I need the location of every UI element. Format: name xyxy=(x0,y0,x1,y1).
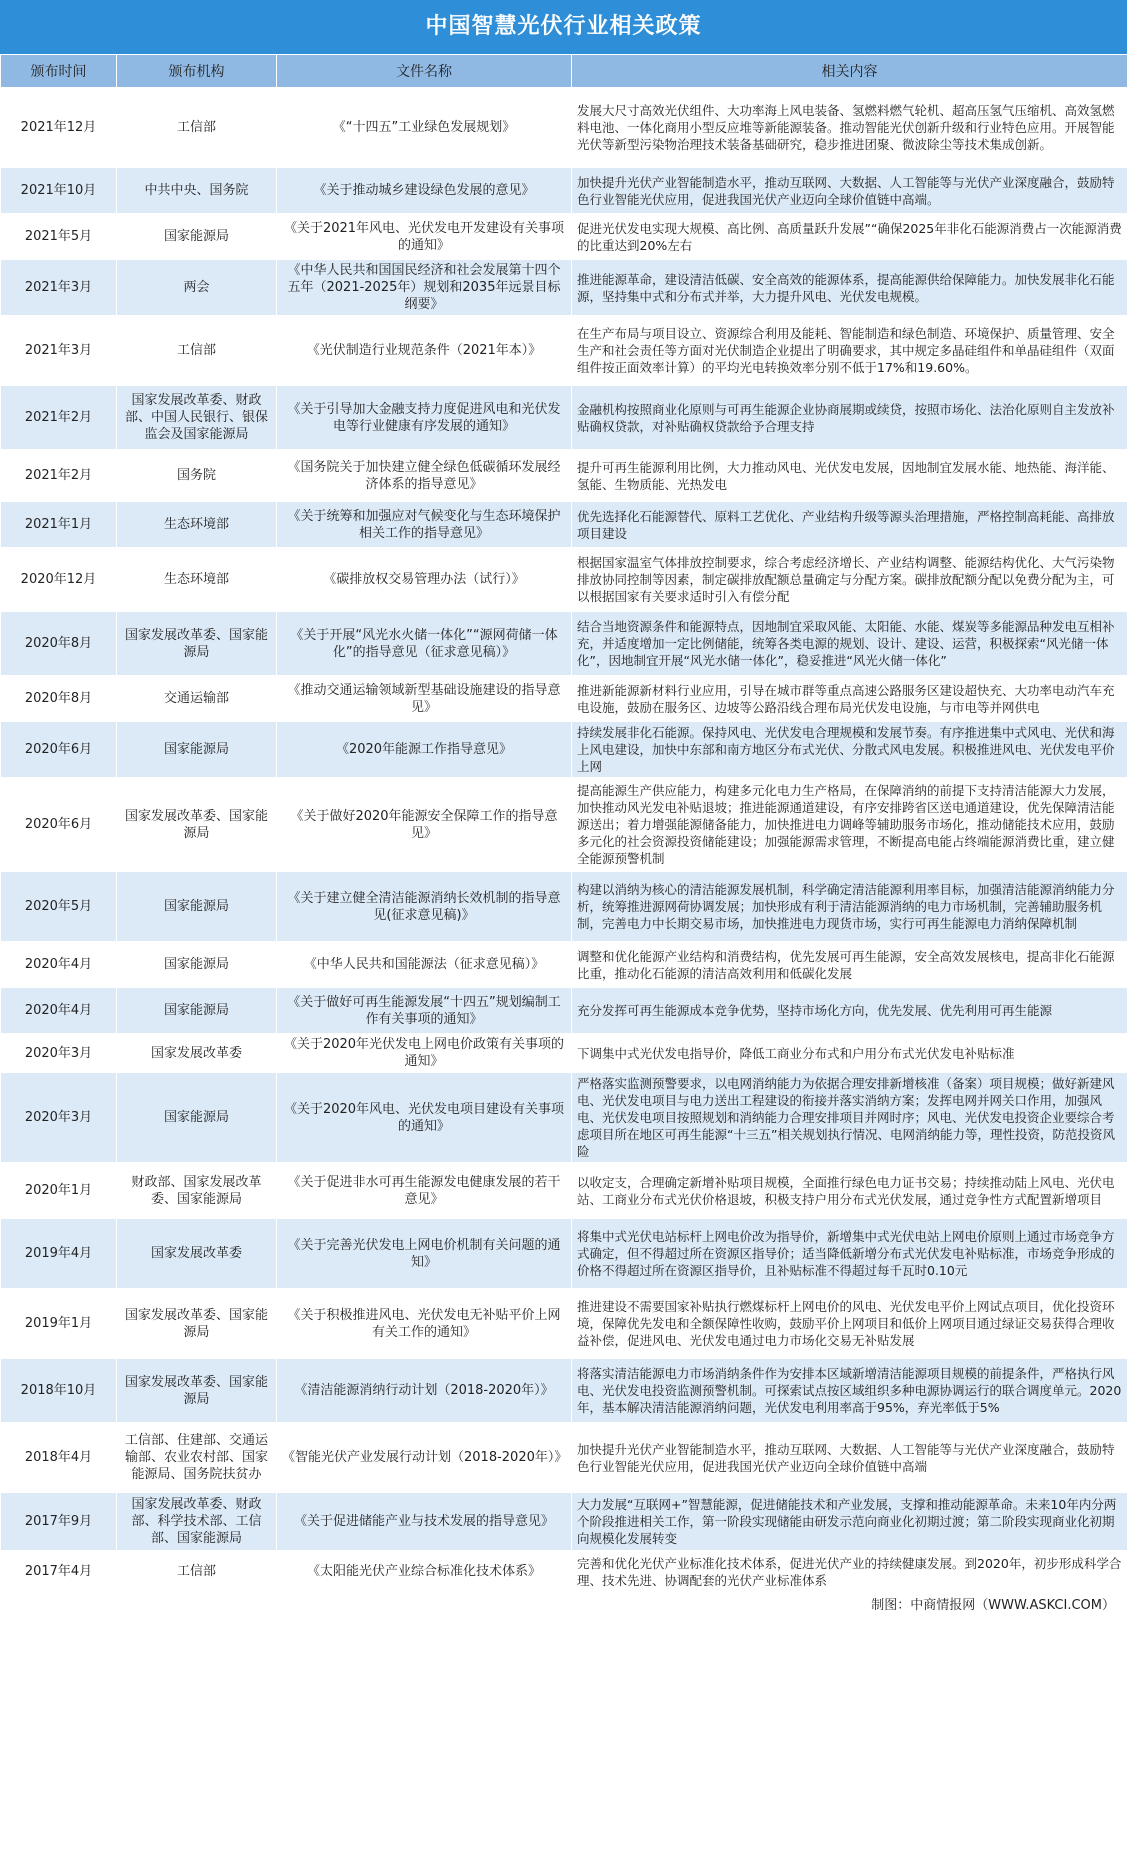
table-row xyxy=(1,1163,1127,1219)
cell-org: 国务院 xyxy=(117,450,277,502)
cell-date: 2017年9月 xyxy=(1,1493,117,1551)
cell-doc: 《关于2021年风电、光伏发电开发建设有关事项的通知》 xyxy=(277,214,572,260)
cell-content: 推进新能源新材料行业应用，引导在城市群等重点高速公路服务区建设超快充、大功率电动汽车充电设施，鼓励在服务区、边坡等公路沿线合理布局光伏发电设施，与市电等并网供电 xyxy=(572,676,1127,722)
table-body xyxy=(1,88,1127,1593)
cell-org: 国家能源局 xyxy=(117,872,277,942)
cell-date: 2020年5月 xyxy=(1,872,117,942)
table-header-row xyxy=(1,55,1127,88)
cell-org: 国家能源局 xyxy=(117,722,277,778)
table-row xyxy=(1,1034,1127,1073)
cell-doc: 《关于引导加大金融支持力度促进风电和光伏发电等行业健康有序发展的通知》 xyxy=(277,386,572,450)
cell-content: 将集中式光伏电站标杆上网电价改为指导价，新增集中式光伏电站上网电价原则上通过市场竞争方式确定，但不得超过所在资源区指导价；适当降低新增分布式光伏发电补贴标准，市场竞争形成的价格不得超过所在资源区指导价，且补贴标准不得超过每千瓦时0.10元 xyxy=(572,1219,1127,1289)
cell-org: 财政部、国家发展改革委、国家能源局 xyxy=(117,1163,277,1219)
cell-doc: 《关于开展“风光水火储一体化”“源网荷储一体化”的指导意见（征求意见稿）》 xyxy=(277,612,572,676)
cell-date: 2017年4月 xyxy=(1,1551,117,1593)
cell-date: 2020年12月 xyxy=(1,548,117,612)
cell-doc: 《关于推动城乡建设绿色发展的意见》 xyxy=(277,168,572,214)
cell-org: 国家能源局 xyxy=(117,942,277,988)
cell-doc: 《太阳能光伏产业综合标准化技术体系》 xyxy=(277,1551,572,1593)
cell-content: 金融机构按照商业化原则与可再生能源企业协商展期或续贷，按照市场化、法治化原则自主发放补贴确权贷款，对补贴确权贷款给予合理支持 xyxy=(572,386,1127,450)
cell-content: 提升可再生能源利用比例，大力推动风电、光伏发电发展，因地制宜发展水能、地热能、海洋能、氢能、生物质能、光热发电 xyxy=(572,450,1127,502)
cell-doc: 《关于做好2020年能源安全保障工作的指导意见》 xyxy=(277,778,572,872)
cell-org: 国家能源局 xyxy=(117,1073,277,1163)
cell-org: 国家发展改革委、国家能源局 xyxy=(117,778,277,872)
cell-content: 充分发挥可再生能源成本竞争优势，坚持市场化方向，优先发展、优先利用可再生能源 xyxy=(572,988,1127,1034)
cell-doc: 《关于积极推进风电、光伏发电无补贴平价上网有关工作的通知》 xyxy=(277,1289,572,1359)
table-row xyxy=(1,88,1127,168)
table-row xyxy=(1,1493,1127,1551)
cell-content: 将落实清洁能源电力市场消纳条件作为安排本区域新增清洁能源项目规模的前提条件，严格执行风电、光伏发电投资监测预警机制。可探索试点按区域组织多种电源协调运行的联合调度单元。2020年，基本解决清洁能源消纳问题，光伏发电利用率高于95%，弃光率低于5% xyxy=(572,1359,1127,1423)
cell-content: 结合当地资源条件和能源特点，因地制宜采取风能、太阳能、水能、煤炭等多能源品种发电互相补充，并适度增加一定比例储能，统筹各类电源的规划、设计、建设、运营，积极探索“风光储一体化”，因地制宜开展“风光水储一体化”，稳妥推进“风光火储一体化” xyxy=(572,612,1127,676)
cell-org: 交通运输部 xyxy=(117,676,277,722)
cell-org: 工信部、住建部、交通运输部、农业农村部、国家能源局、国务院扶贫办 xyxy=(117,1423,277,1493)
cell-org: 中共中央、国务院 xyxy=(117,168,277,214)
table-row xyxy=(1,168,1127,214)
cell-doc: 《关于促进储能产业与技术发展的指导意见》 xyxy=(277,1493,572,1551)
cell-content: 在生产布局与项目设立、资源综合利用及能耗、智能制造和绿色制造、环境保护、质量管理、安全生产和社会责任等方面对光伏制造企业提出了明确要求，其中规定多晶硅组件和单晶硅组件（双面组件按正面效率计算）的平均光电转换效率分别不低于17%和19.60%。 xyxy=(572,316,1127,386)
table-row xyxy=(1,260,1127,316)
cell-org: 国家发展改革委、国家能源局 xyxy=(117,1359,277,1423)
cell-doc: 《关于建立健全清洁能源消纳长效机制的指导意见(征求意见稿)》 xyxy=(277,872,572,942)
cell-content: 促进光伏发电实现大规模、高比例、高质量跃升发展”“确保2025年非化石能源消费占一次能源消费的比重达到20%左右 xyxy=(572,214,1127,260)
cell-org: 国家能源局 xyxy=(117,988,277,1034)
cell-doc: 《关于2020年光伏发电上网电价政策有关事项的通知》 xyxy=(277,1034,572,1073)
cell-content: 以收定支，合理确定新增补贴项目规模，全面推行绿色电力证书交易；持续推动陆上风电、光伏电站、工商业分布式光伏价格退坡，积极支持户用分布式光伏发展，通过竞争性方式配置新增项目 xyxy=(572,1163,1127,1219)
table-row xyxy=(1,386,1127,450)
cell-org: 国家能源局 xyxy=(117,214,277,260)
policy-table xyxy=(0,54,1127,1593)
cell-org: 两会 xyxy=(117,260,277,316)
header-doc: 文件名称 xyxy=(277,55,572,88)
cell-org: 国家发展改革委、国家能源局 xyxy=(117,612,277,676)
table-row xyxy=(1,502,1127,548)
cell-doc: 《清洁能源消纳行动计划（2018-2020年）》 xyxy=(277,1359,572,1423)
cell-doc: 《中华人民共和国能源法（征求意见稿）》 xyxy=(277,942,572,988)
cell-date: 2021年2月 xyxy=(1,386,117,450)
table-row xyxy=(1,450,1127,502)
cell-date: 2020年4月 xyxy=(1,942,117,988)
cell-org: 工信部 xyxy=(117,316,277,386)
cell-date: 2021年5月 xyxy=(1,214,117,260)
cell-content: 优先选择化石能源替代、原料工艺优化、产业结构升级等源头治理措施，严格控制高耗能、高排放项目建设 xyxy=(572,502,1127,548)
cell-date: 2021年3月 xyxy=(1,316,117,386)
cell-doc: 《碳排放权交易管理办法（试行）》 xyxy=(277,548,572,612)
cell-date: 2021年12月 xyxy=(1,88,117,168)
cell-org: 生态环境部 xyxy=(117,548,277,612)
table-row xyxy=(1,1219,1127,1289)
cell-doc: 《国务院关于加快建立健全绿色低碳循环发展经济体系的指导意见》 xyxy=(277,450,572,502)
cell-date: 2020年3月 xyxy=(1,1073,117,1163)
table-row xyxy=(1,778,1127,872)
cell-doc: 《关于2020年风电、光伏发电项目建设有关事项的通知》 xyxy=(277,1073,572,1163)
cell-org: 生态环境部 xyxy=(117,502,277,548)
table-row xyxy=(1,1359,1127,1423)
cell-content: 加快提升光伏产业智能制造水平，推动互联网、大数据、人工智能等与光伏产业深度融合，鼓励特色行业智能光伏应用，促进我国光伏产业迈向全球价值链中高端。 xyxy=(572,168,1127,214)
cell-content: 持续发展非化石能源。保持风电、光伏发电合理规模和发展节奏。有序推进集中式风电、光伏和海上风电建设，加快中东部和南方地区分布式光伏、分散式风电发展。积极推进风电、光伏发电平价上网 xyxy=(572,722,1127,778)
table-row xyxy=(1,722,1127,778)
cell-date: 2020年6月 xyxy=(1,778,117,872)
cell-date: 2021年1月 xyxy=(1,502,117,548)
cell-org: 国家发展改革委、财政部、中国人民银行、银保监会及国家能源局 xyxy=(117,386,277,450)
cell-doc: 《2020年能源工作指导意见》 xyxy=(277,722,572,778)
cell-content: 严格落实监测预警要求，以电网消纳能力为依据合理安排新增核准（备案）项目规模；做好新建风电、光伏发电项目与电力送出工程建设的衔接并落实消纳方案；发挥电网并网关口作用，加强风电、光伏发电项目按照规划和消纳能力合理安排项目并网时序；风电、光伏发电投资企业要综合考虑项目所在地区可再生能源“十三五”相关规划执行情况、电网消纳能力等，理性投资，防范投资风险 xyxy=(572,1073,1127,1163)
page-title: 中国智慧光伏行业相关政策 xyxy=(0,0,1127,54)
table-row xyxy=(1,316,1127,386)
cell-date: 2018年10月 xyxy=(1,1359,117,1423)
table-row xyxy=(1,1073,1127,1163)
table-row xyxy=(1,214,1127,260)
cell-doc: 《“十四五”工业绿色发展规划》 xyxy=(277,88,572,168)
table-row xyxy=(1,988,1127,1034)
cell-org: 工信部 xyxy=(117,1551,277,1593)
cell-date: 2021年10月 xyxy=(1,168,117,214)
cell-doc: 《智能光伏产业发展行动计划（2018-2020年）》 xyxy=(277,1423,572,1493)
cell-doc: 《关于完善光伏发电上网电价机制有关问题的通知》 xyxy=(277,1219,572,1289)
header-content: 相关内容 xyxy=(572,55,1127,88)
cell-org: 工信部 xyxy=(117,88,277,168)
cell-content: 推进能源革命，建设清洁低碳、安全高效的能源体系，提高能源供给保障能力。加快发展非化石能源，坚持集中式和分布式并举，大力提升风电、光伏发电规模。 xyxy=(572,260,1127,316)
cell-org: 国家发展改革委 xyxy=(117,1219,277,1289)
cell-date: 2020年8月 xyxy=(1,612,117,676)
header-date: 颁布时间 xyxy=(1,55,117,88)
cell-content: 调整和优化能源产业结构和消费结构，优先发展可再生能源，安全高效发展核电，提高非化石能源比重，推动化石能源的清洁高效利用和低碳化发展 xyxy=(572,942,1127,988)
cell-content: 推进建设不需要国家补贴执行燃煤标杆上网电价的风电、光伏发电平价上网试点项目，优化投资环境，保障优先发电和全额保障性收购，鼓励平价上网项目和低价上网项目通过绿证交易获得合理收益补偿，促进风电、光伏发电通过电力市场化交易无补贴发展 xyxy=(572,1289,1127,1359)
source-credit: 制图：中商情报网（WWW.ASKCI.COM） xyxy=(0,1593,1127,1619)
table-row xyxy=(1,1289,1127,1359)
cell-org: 国家发展改革委 xyxy=(117,1034,277,1073)
table-row xyxy=(1,1551,1127,1593)
cell-content: 构建以消纳为核心的清洁能源发展机制，科学确定清洁能源利用率目标，加强清洁能源消纳能力分析，统筹推进源网荷协调发展；加快形成有利于清洁能源消纳的电力市场机制，完善辅助服务机制，完善电力中长期交易市场，加快推进电力现货市场，实行可再生能源电力消纳保障机制 xyxy=(572,872,1127,942)
cell-date: 2020年8月 xyxy=(1,676,117,722)
header-org: 颁布机构 xyxy=(117,55,277,88)
cell-doc: 《关于促进非水可再生能源发电健康发展的若干意见》 xyxy=(277,1163,572,1219)
table-row xyxy=(1,548,1127,612)
cell-date: 2018年4月 xyxy=(1,1423,117,1493)
table-row xyxy=(1,872,1127,942)
cell-content: 加快提升光伏产业智能制造水平，推动互联网、大数据、人工智能等与光伏产业深度融合，鼓励特色行业智能光伏应用，促进我国光伏产业迈向全球价值链中高端 xyxy=(572,1423,1127,1493)
cell-org: 国家发展改革委、国家能源局 xyxy=(117,1289,277,1359)
cell-doc: 《光伏制造行业规范条件（2021年本）》 xyxy=(277,316,572,386)
cell-doc: 《关于做好可再生能源发展“十四五”规划编制工作有关事项的通知》 xyxy=(277,988,572,1034)
cell-date: 2020年4月 xyxy=(1,988,117,1034)
cell-doc: 《推动交通运输领域新型基础设施建设的指导意见》 xyxy=(277,676,572,722)
cell-date: 2021年3月 xyxy=(1,260,117,316)
cell-date: 2020年3月 xyxy=(1,1034,117,1073)
cell-content: 提高能源生产供应能力，构建多元化电力生产格局，在保障消纳的前提下支持清洁能源大力发展，加快推动风光发电补贴退坡；推进能源通道建设，有序安排跨省区送电通道建设，优先保障清洁能源送出；着力增强能源储备能力，加快推进电力调峰等辅助服务市场化，推动储能技术应用，鼓励多元化的社会资源投资储能建设；加强能源需求管理，不断提高电能占终端能源消费比重，建立健全能源预警机制 xyxy=(572,778,1127,872)
cell-org: 国家发展改革委、财政部、科学技术部、工信部、国家能源局 xyxy=(117,1493,277,1551)
table-row xyxy=(1,612,1127,676)
cell-content: 大力发展“互联网+”智慧能源，促进储能技术和产业发展，支撑和推动能源革命。未来10年内分两个阶段推进相关工作，第一阶段实现储能由研发示范向商业化初期过渡；第二阶段实现商业化初期向规模化发展转变 xyxy=(572,1493,1127,1551)
cell-date: 2021年2月 xyxy=(1,450,117,502)
cell-date: 2019年4月 xyxy=(1,1219,117,1289)
cell-date: 2019年1月 xyxy=(1,1289,117,1359)
table-row xyxy=(1,1423,1127,1493)
cell-date: 2020年6月 xyxy=(1,722,117,778)
table-row xyxy=(1,676,1127,722)
cell-date: 2020年1月 xyxy=(1,1163,117,1219)
cell-content: 完善和优化光伏产业标准化技术体系，促进光伏产业的持续健康发展。到2020年，初步形成科学合理、技术先进、协调配套的光伏产业标准体系 xyxy=(572,1551,1127,1593)
cell-content: 下调集中式光伏发电指导价，降低工商业分布式和户用分布式光伏发电补贴标准 xyxy=(572,1034,1127,1073)
cell-doc: 《关于统筹和加强应对气候变化与生态环境保护相关工作的指导意见》 xyxy=(277,502,572,548)
table-row xyxy=(1,942,1127,988)
cell-doc: 《中华人民共和国国民经济和社会发展第十四个五年（2021-2025年）规划和2035年远景目标纲要》 xyxy=(277,260,572,316)
cell-content: 根据国家温室气体排放控制要求，综合考虑经济增长、产业结构调整、能源结构优化、大气污染物排放协同控制等因素，制定碳排放配额总量确定与分配方案。碳排放配额分配以免费分配为主，可以根据国家有关要求适时引入有偿分配 xyxy=(572,548,1127,612)
cell-content: 发展大尺寸高效光伏组件、大功率海上风电装备、氢燃料燃气轮机、超高压氢气压缩机、高效氢燃料电池、一体化商用小型反应堆等新能源装备。推动智能光伏创新升级和行业特色应用。开展智能光伏等新型污染物治理技术装备基础研究，稳步推进团聚、微波除尘等技术集成创新。 xyxy=(572,88,1127,168)
